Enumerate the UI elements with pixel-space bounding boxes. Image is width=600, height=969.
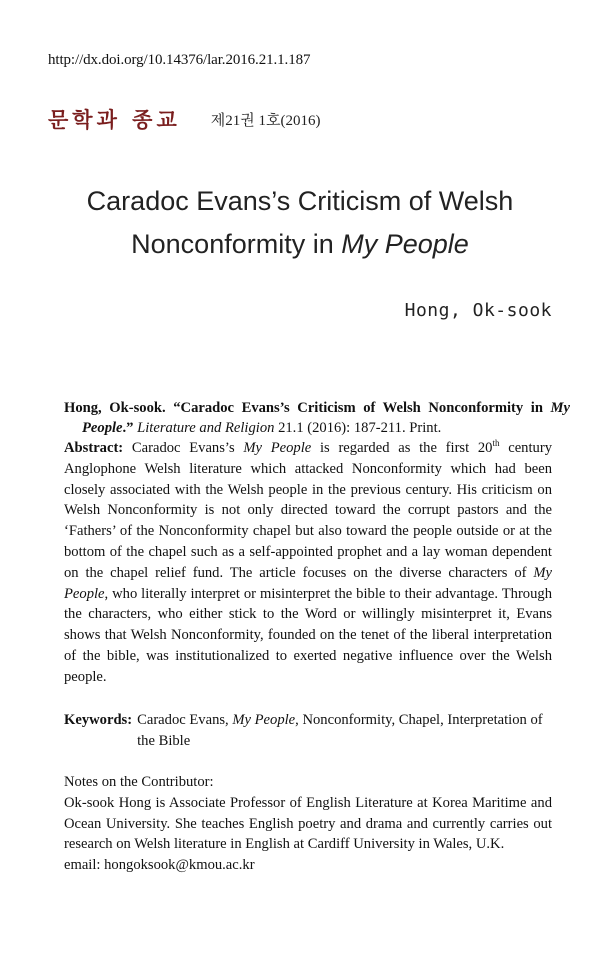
title-line-1: Caradoc Evans’s Criticism of Welsh [86,186,514,216]
abstract-part-1: Caradoc Evans’s [123,440,244,456]
journal-logo: 문학과 종교 [48,108,181,132]
citation-journal: Literature and Religion [137,420,275,436]
citation-author: Hong, Ok-sook. [64,400,166,416]
keywords-italic: My People [232,712,296,728]
keywords-text [137,710,552,752]
citation-title-open: “Caradoc Evans’s Criticism of Welsh Nonconformity in [173,400,551,416]
keywords [64,710,552,752]
abstract [64,438,552,688]
citation [64,398,570,438]
title-line-2-prefix: Nonconformity in [131,229,342,259]
author-name: Hong, Ok-sook [404,300,552,321]
abstract-italic-2: My People [64,564,552,602]
keywords-part-2: , Nonconformity, Chapel, Interpretation of the Bible [137,712,543,749]
email-link[interactable]: hongoksook@kmou.ac.kr [104,857,255,874]
article-title [0,180,600,266]
citation-title-italic: My People [82,400,570,436]
keywords-label: Keywords: [64,712,133,728]
journal-header [48,104,320,134]
notes-body: Ok-sook Hong is Associate Professor of English Literature at Korea Maritime and Ocean University. She teaches English poetry and drama and currently carries out research on Welsh literature in English at Cardiff University in Wales, U.K. [64,794,552,853]
abstract-part-2: is regarded as the first 20 [311,440,493,456]
notes-email-line [64,855,552,876]
citation-details: 21.1 (2016): 187-211. Print. [274,420,442,436]
abstract-part-4: , who literally interpret or misinterpret the bible to their advantage. Through the characters, who either stick to the Word or willingly misinterpret it, Evans shows that Welsh Nonconformity, founded on the tenet of the liberal interpretation of the bible, was institutionalized to exerted negative influence over the Welsh people. [64,585,552,685]
citation-title-close: .” [122,420,134,436]
email-label: email: [64,857,105,874]
abstract-italic-1: My People [243,440,312,456]
doi-link[interactable]: http://dx.doi.org/10.14376/lar.2016.21.1.187 [48,52,311,68]
contributor-notes [64,772,552,876]
abstract-part-3: century Anglophone Welsh literature which attacked Nonconformity which had been closely associated with the Welsh people in the previous century. His criticism on Welsh Nonconformity is not only directed toward the corrupt pastors and the ‘Fathers’ of the Nonconformity chapel but also toward the people outside or at the bottom of the chapel such as a self-appointed prophet and a lay woman dependent on the chapel relief fund. The article focuses on the diverse characters of [64,440,552,581]
title-line-2 [0,223,600,266]
keywords-part-1: Caradoc Evans, [137,712,233,728]
title-line-2-italic: My People [341,229,469,259]
abstract-superscript: th [492,438,500,449]
abstract-label: Abstract: [64,440,124,456]
volume-issue: 제21권 1호(2016) [210,112,321,129]
notes-heading: Notes on the Contributor: [64,774,214,790]
